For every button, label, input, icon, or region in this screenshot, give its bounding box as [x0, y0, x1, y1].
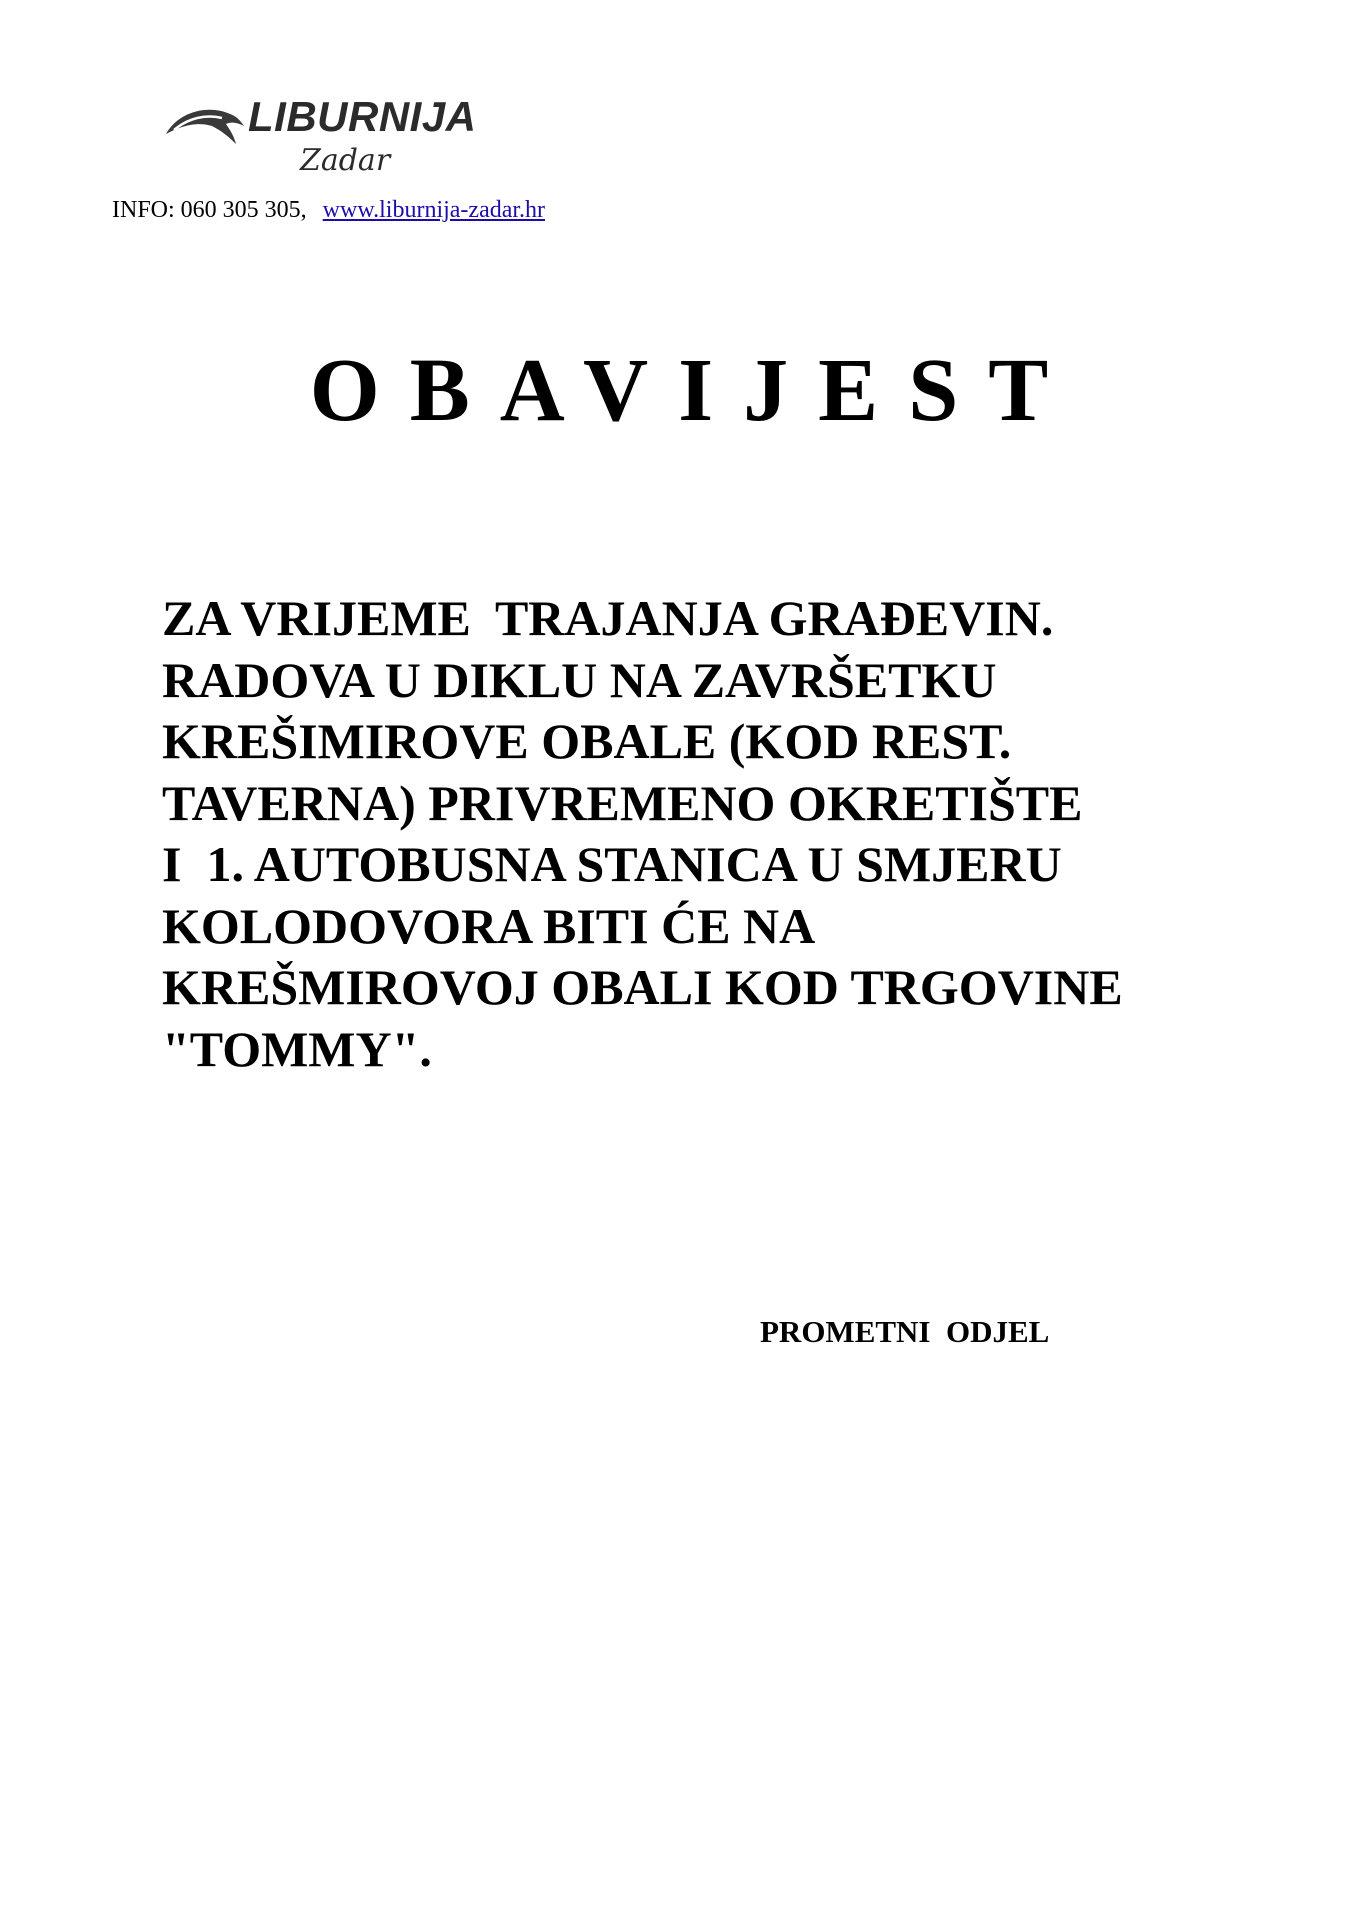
info-phone: INFO: 060 305 305, [112, 197, 307, 223]
signature-department: PROMETNI ODJEL [760, 1314, 1050, 1349]
notice-line: ZA VRIJEME TRAJANJA GRAĐEVIN. [162, 590, 1054, 646]
notice-line: KOLODOVORA BITI ĆE NA [162, 897, 816, 954]
liburnija-logo [164, 93, 477, 188]
notice-line: RADOVA U DIKLU NA ZAVRŠETKU [162, 651, 997, 708]
notice-line: KREŠIMIROVE OBALE (KOD REST. [162, 713, 1012, 769]
logo-city-text: Zadar [300, 143, 391, 178]
notice-line: TAVERNA) PRIVREMENO OKRETIŠTE [162, 774, 1083, 831]
notice-line: KREŠMIROVOJ OBALI KOD TRGOVINE [162, 959, 1123, 1015]
notice-line: I 1. AUTOBUSNA STANICA U SMJERU [162, 836, 1062, 892]
notice-body [162, 588, 1282, 1080]
notice-line: "TOMMY". [162, 1020, 432, 1077]
dolphin-icon [164, 100, 246, 146]
contact-info [112, 196, 545, 225]
document-title: OBAVIJEST [309, 341, 1079, 440]
logo-brand-text: LIBURNIJA [248, 93, 477, 140]
website-link[interactable]: www.liburnija-zadar.hr [322, 197, 546, 223]
